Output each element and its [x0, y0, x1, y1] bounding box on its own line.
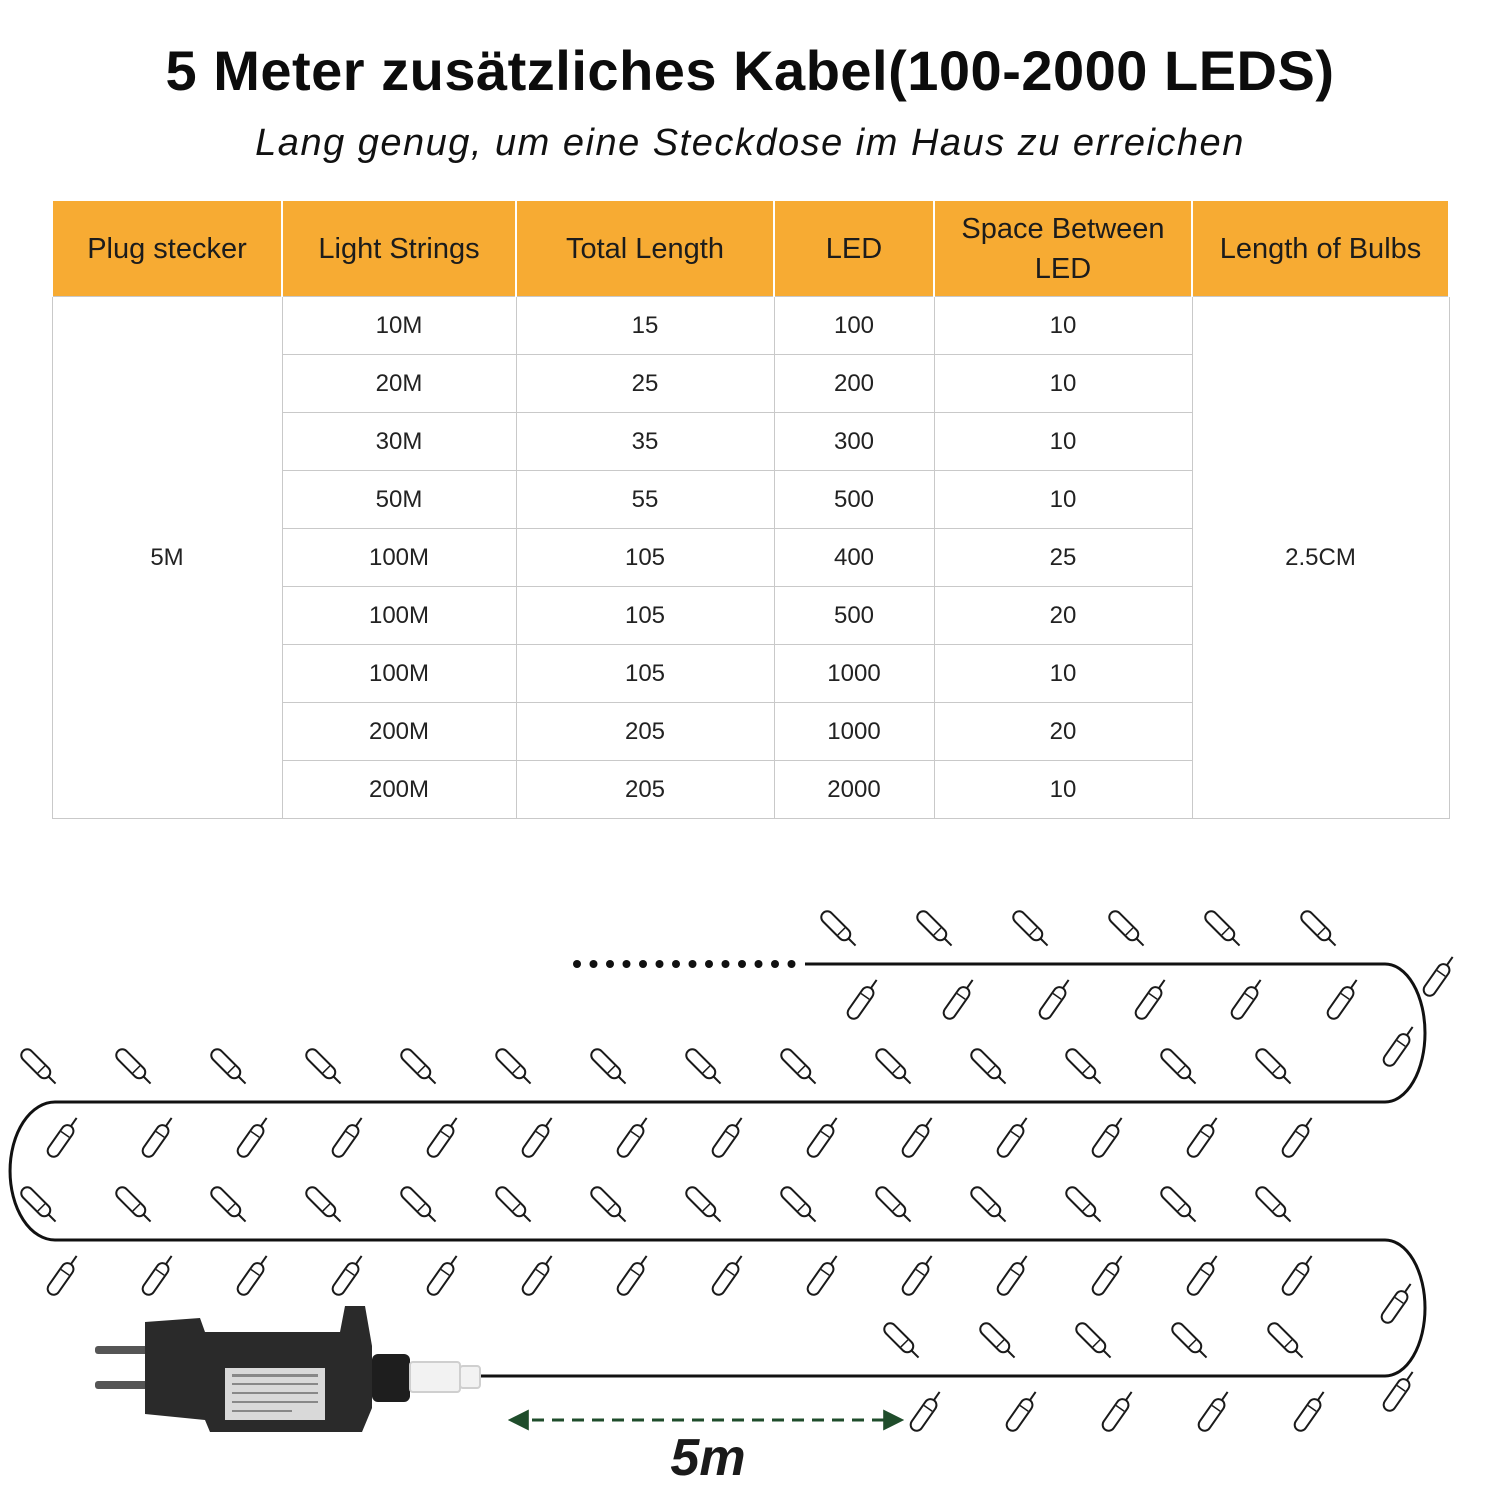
header-length-of-bulbs: Length of Bulbs: [1192, 201, 1449, 297]
bulb-icon: [1280, 1253, 1316, 1298]
bulb-icon: [1170, 1321, 1211, 1362]
bulb-icon: [520, 1115, 556, 1160]
bulb-icon: [908, 1389, 944, 1434]
cell-space: 10: [934, 355, 1192, 413]
cell-space: 10: [934, 297, 1192, 355]
dotted-continuation: [573, 960, 796, 968]
bulb-icon: [615, 1115, 651, 1160]
bulb-icon: [1381, 1024, 1417, 1069]
page-title: 5 Meter zusätzliches Kabel(100-2000 LEDS): [165, 39, 1335, 102]
cell-light-strings: 100M: [282, 529, 516, 587]
cell-total-length: 205: [516, 761, 774, 819]
bulb-icon: [45, 1253, 81, 1298]
cell-total-length: 55: [516, 471, 774, 529]
bulb-icon: [114, 1185, 155, 1226]
cell-light-strings: 20M: [282, 355, 516, 413]
cell-light-strings: 30M: [282, 413, 516, 471]
header-total-length: Total Length: [516, 201, 774, 297]
bulb-icon: [1379, 1281, 1415, 1326]
bulb-icon: [969, 1047, 1010, 1088]
bulb-icon: [235, 1253, 271, 1298]
header-space-between-led: Space Between LED: [934, 201, 1192, 297]
cell-led: 500: [774, 471, 934, 529]
cell-led: 2000: [774, 761, 934, 819]
bulb-icon: [882, 1321, 923, 1362]
bulb-icon: [1011, 909, 1052, 950]
cell-light-strings: 200M: [282, 761, 516, 819]
bulb-icon: [900, 1253, 936, 1298]
bulb-icon: [710, 1253, 746, 1298]
bulb-icon: [114, 1047, 155, 1088]
cable-length-label: 5m: [670, 1429, 746, 1487]
cell-led: 300: [774, 413, 934, 471]
bulb-icon: [710, 1115, 746, 1160]
cell-total-length: 105: [516, 529, 774, 587]
bulb-icon: [330, 1253, 366, 1298]
bulb-icon: [1074, 1321, 1115, 1362]
bulb-icon: [19, 1185, 60, 1226]
bulb-icon: [1421, 954, 1457, 999]
bulb-icon: [425, 1115, 461, 1160]
bulb-icon: [399, 1047, 440, 1088]
bulb-icon: [995, 1115, 1031, 1160]
bulb-icon: [1266, 1321, 1307, 1362]
bulb-icon: [235, 1115, 271, 1160]
cell-total-length: 205: [516, 703, 774, 761]
bulb-icon: [140, 1115, 176, 1160]
cell-space: 10: [934, 413, 1192, 471]
header-plug: Plug stecker: [52, 201, 282, 297]
cell-total-length: 105: [516, 645, 774, 703]
bulb-icon: [425, 1253, 461, 1298]
bulb-icon: [1159, 1047, 1200, 1088]
bulb-icon: [805, 1253, 841, 1298]
bulb-length-cell: 2.5CM: [1192, 297, 1449, 819]
bulb-icon: [615, 1253, 651, 1298]
cell-space: 10: [934, 645, 1192, 703]
bulb-icon: [874, 1185, 915, 1226]
bulb-icon: [1064, 1047, 1105, 1088]
bulb-icon: [1254, 1047, 1295, 1088]
bulb-icon: [140, 1253, 176, 1298]
bulb-icon: [304, 1047, 345, 1088]
bulb-icon: [1185, 1115, 1221, 1160]
bulb-icon: [684, 1185, 725, 1226]
cell-total-length: 25: [516, 355, 774, 413]
bulb-icon: [1196, 1389, 1232, 1434]
bulb-icon: [45, 1115, 81, 1160]
bulb-icon: [995, 1253, 1031, 1298]
cell-space: 20: [934, 703, 1192, 761]
cell-space: 20: [934, 587, 1192, 645]
bulb-icon: [1203, 909, 1244, 950]
cell-total-length: 105: [516, 587, 774, 645]
bulb-icon: [399, 1185, 440, 1226]
bulb-icon: [1185, 1253, 1221, 1298]
cell-led: 1000: [774, 703, 934, 761]
bulb-icon: [915, 909, 956, 950]
bulb-icon: [845, 977, 881, 1022]
bulb-icon: [1292, 1389, 1328, 1434]
light-cable: [10, 964, 1425, 1376]
bulb-icon: [1090, 1253, 1126, 1298]
cell-light-strings: 100M: [282, 645, 516, 703]
cell-light-strings: 200M: [282, 703, 516, 761]
bulb-icon: [1133, 977, 1169, 1022]
bulb-icon: [1280, 1115, 1316, 1160]
cell-space: 10: [934, 471, 1192, 529]
bulb-icon: [978, 1321, 1019, 1362]
cell-space: 10: [934, 761, 1192, 819]
bulb-icon: [1229, 977, 1265, 1022]
header-light-strings: Light Strings: [282, 201, 516, 297]
bulb-icon: [969, 1185, 1010, 1226]
bulb-icon: [494, 1047, 535, 1088]
bulb-icon: [779, 1047, 820, 1088]
cell-total-length: 15: [516, 297, 774, 355]
bulb-icon: [805, 1115, 841, 1160]
bulb-icon: [520, 1253, 556, 1298]
cell-led: 100: [774, 297, 934, 355]
page-subtitle: Lang genug, um eine Steckdose im Haus zu erreichen: [255, 122, 1245, 164]
bulb-icon: [1037, 977, 1073, 1022]
bulb-icon: [304, 1185, 345, 1226]
bulb-icon: [1004, 1389, 1040, 1434]
cell-led: 500: [774, 587, 934, 645]
cell-led: 1000: [774, 645, 934, 703]
bulb-icon: [19, 1047, 60, 1088]
bulb-icon: [1325, 977, 1361, 1022]
cell-light-strings: 50M: [282, 471, 516, 529]
header-led: LED: [774, 201, 934, 297]
bulb-icon: [1100, 1389, 1136, 1434]
cell-led: 200: [774, 355, 934, 413]
bulb-icon: [1107, 909, 1148, 950]
plug-value-cell: 5M: [52, 297, 282, 819]
cell-total-length: 35: [516, 413, 774, 471]
bulb-icon: [589, 1185, 630, 1226]
bulb-icon: [209, 1047, 250, 1088]
bulb-icon: [819, 909, 860, 950]
bulb-icon: [1254, 1185, 1295, 1226]
cell-light-strings: 10M: [282, 297, 516, 355]
bulb-icon: [900, 1115, 936, 1160]
bulb-icon: [941, 977, 977, 1022]
bulb-icon: [1090, 1115, 1126, 1160]
bulb-icon: [779, 1185, 820, 1226]
bulb-icon: [209, 1185, 250, 1226]
bulb-icon: [684, 1047, 725, 1088]
bulb-icon: [1064, 1185, 1105, 1226]
bulb-icon: [1299, 909, 1340, 950]
cell-space: 25: [934, 529, 1192, 587]
bulb-icon: [330, 1115, 366, 1160]
power-adapter-icon: [95, 1306, 480, 1432]
cell-led: 400: [774, 529, 934, 587]
bulb-icon: [1159, 1185, 1200, 1226]
bulb-icon: [589, 1047, 630, 1088]
bulb-icon: [494, 1185, 535, 1226]
cell-light-strings: 100M: [282, 587, 516, 645]
bulb-icon: [874, 1047, 915, 1088]
